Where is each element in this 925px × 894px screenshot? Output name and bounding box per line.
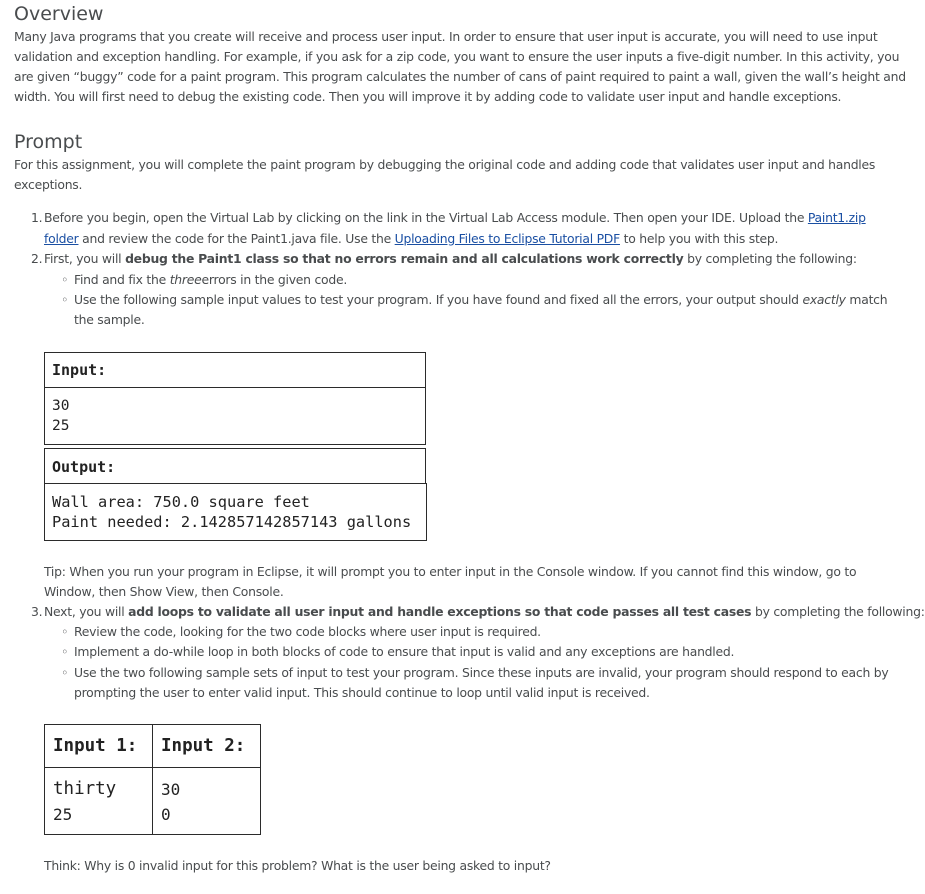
step3-bullet-3: Use the two following sample sets of input to test your program. Since these inputs are invalid, your program should respond to each by — [74, 665, 889, 680]
bullet-icon: ◦ — [61, 272, 69, 287]
step2-bullet1-em: three — [169, 272, 202, 287]
sample1-input-line-1: 30 — [52, 398, 70, 414]
bullet-icon: ◦ — [61, 665, 69, 680]
step2-line — [44, 249, 857, 269]
step2-text-b: by completing the following: — [683, 251, 857, 266]
bullet-icon: ◦ — [61, 292, 69, 307]
step3-bullet-1: Review the code, looking for the two code blocks where user input is required. — [74, 624, 541, 639]
sample2-col2-header: Input 2: — [161, 736, 246, 756]
prompt-line-1: For this assignment, you will complete the paint program by debugging the original code and adding code that validates user input and handles — [14, 157, 876, 172]
sample1-output-line-2: Paint needed: 2.142857142857143 gallons — [52, 513, 412, 531]
step2-bullet-1 — [74, 270, 347, 290]
step2-bullet1-text-b: errors in the given code. — [201, 272, 348, 287]
step2-bullet-2 — [74, 290, 887, 310]
overview-line-2: validation and exception handling. For example, if you ask for a zip code, you want to ensure the user inputs a five-digit number. In this activity, you — [14, 49, 900, 64]
tip-line-2: Window, then Show View, then Console. — [44, 584, 284, 599]
sample2-col1-header: Input 1: — [53, 736, 138, 756]
step2-number: 2. — [31, 251, 43, 266]
step1-line-1 — [44, 208, 866, 228]
bullet-icon: ◦ — [61, 624, 69, 639]
step1-number: 1. — [31, 210, 43, 225]
tip-line-1: Tip: When you run your program in Eclipse, it will prompt you to enter input in the Console window. If you cannot find this window, go to — [44, 564, 857, 579]
step3-text: Next, you will — [44, 604, 129, 619]
sample2-col2-line-1: 30 — [161, 780, 181, 799]
step2-bullet1-text: Find and fix the — [74, 272, 170, 287]
sample2-col1-header-cell — [44, 724, 154, 769]
overview-line-3: are given “buggy” code for a paint program. This program calculates the number of cans of paint required to paint a wall, given the wall’s height and — [14, 69, 906, 84]
step1-line-2 — [44, 229, 778, 249]
step3-line — [44, 602, 925, 622]
sample1-output-values-cell — [44, 483, 427, 541]
paint1-folder-link[interactable]: folder — [44, 231, 79, 246]
paint1-zip-link[interactable]: Paint1.zip — [807, 210, 866, 225]
step3-number: 3. — [31, 604, 43, 619]
sample2-col1-line-2: 25 — [53, 805, 73, 824]
think-question: Think: Why is 0 invalid input for this problem? What is the user being asked to input? — [44, 858, 551, 873]
step2-text: First, you will — [44, 251, 126, 266]
sample1-input-header-cell — [44, 352, 426, 389]
step1-text-c: to help you with this step. — [619, 231, 779, 246]
sample1-input-line-2: 25 — [52, 418, 70, 434]
step3-bullet-3-cont: prompting the user to enter valid input. This should continue to loop until valid input is received. — [74, 685, 650, 700]
step3-bold: add loops to validate all user input and handle exceptions so that code passes all test cases — [128, 604, 752, 619]
sample2-col2-header-cell — [152, 724, 261, 769]
step2-bullet2-em: exactly — [802, 292, 846, 307]
sample1-input-header: Input: — [52, 361, 107, 379]
overview-heading: Overview — [14, 3, 104, 25]
sample2-col1-values-cell — [44, 767, 154, 835]
prompt-heading: Prompt — [14, 131, 83, 153]
overview-line-1: Many Java programs that you create will receive and process user input. In order to ensure that user input is accurate, you will need to use input — [14, 29, 878, 44]
sample1-output-line-1: Wall area: 750.0 square feet — [52, 493, 310, 511]
step2-bullet2-text-b: match — [845, 292, 888, 307]
sample2-col2-line-2: 0 — [161, 805, 171, 824]
step2-bullet2-text: Use the following sample input values to test your program. If you have found and fixed all the errors, your output should — [74, 292, 803, 307]
step3-text-b: by completing the following: — [751, 604, 925, 619]
bullet-icon: ◦ — [61, 644, 69, 659]
sample1-input-values-cell — [44, 387, 426, 445]
step2-bullet-2-cont: the sample. — [74, 312, 145, 327]
sample2-col2-values-cell — [152, 767, 261, 835]
step3-bullet-2: Implement a do-while loop in both blocks of code to ensure that input is valid and any exceptions are handled. — [74, 644, 735, 659]
step1-text: Before you begin, open the Virtual Lab by clicking on the link in the Virtual Lab Access module. Then open your IDE. Upload the — [44, 210, 808, 225]
overview-line-4: width. You will first need to debug the existing code. Then you will improve it by adding code to validate user input and handle exceptions. — [14, 89, 842, 104]
sample1-output-header: Output: — [52, 458, 116, 476]
sample1-output-header-cell — [44, 448, 426, 485]
sample2-col1-line-1: thirty — [53, 779, 117, 799]
prompt-line-2: exceptions. — [14, 177, 83, 192]
step2-bold: debug the Paint1 class so that no errors remain and all calculations work correctly — [125, 251, 684, 266]
step1-text-b: and review the code for the Paint1.java file. Use the — [78, 231, 395, 246]
eclipse-tutorial-pdf-link[interactable]: Uploading Files to Eclipse Tutorial PDF — [394, 231, 620, 246]
